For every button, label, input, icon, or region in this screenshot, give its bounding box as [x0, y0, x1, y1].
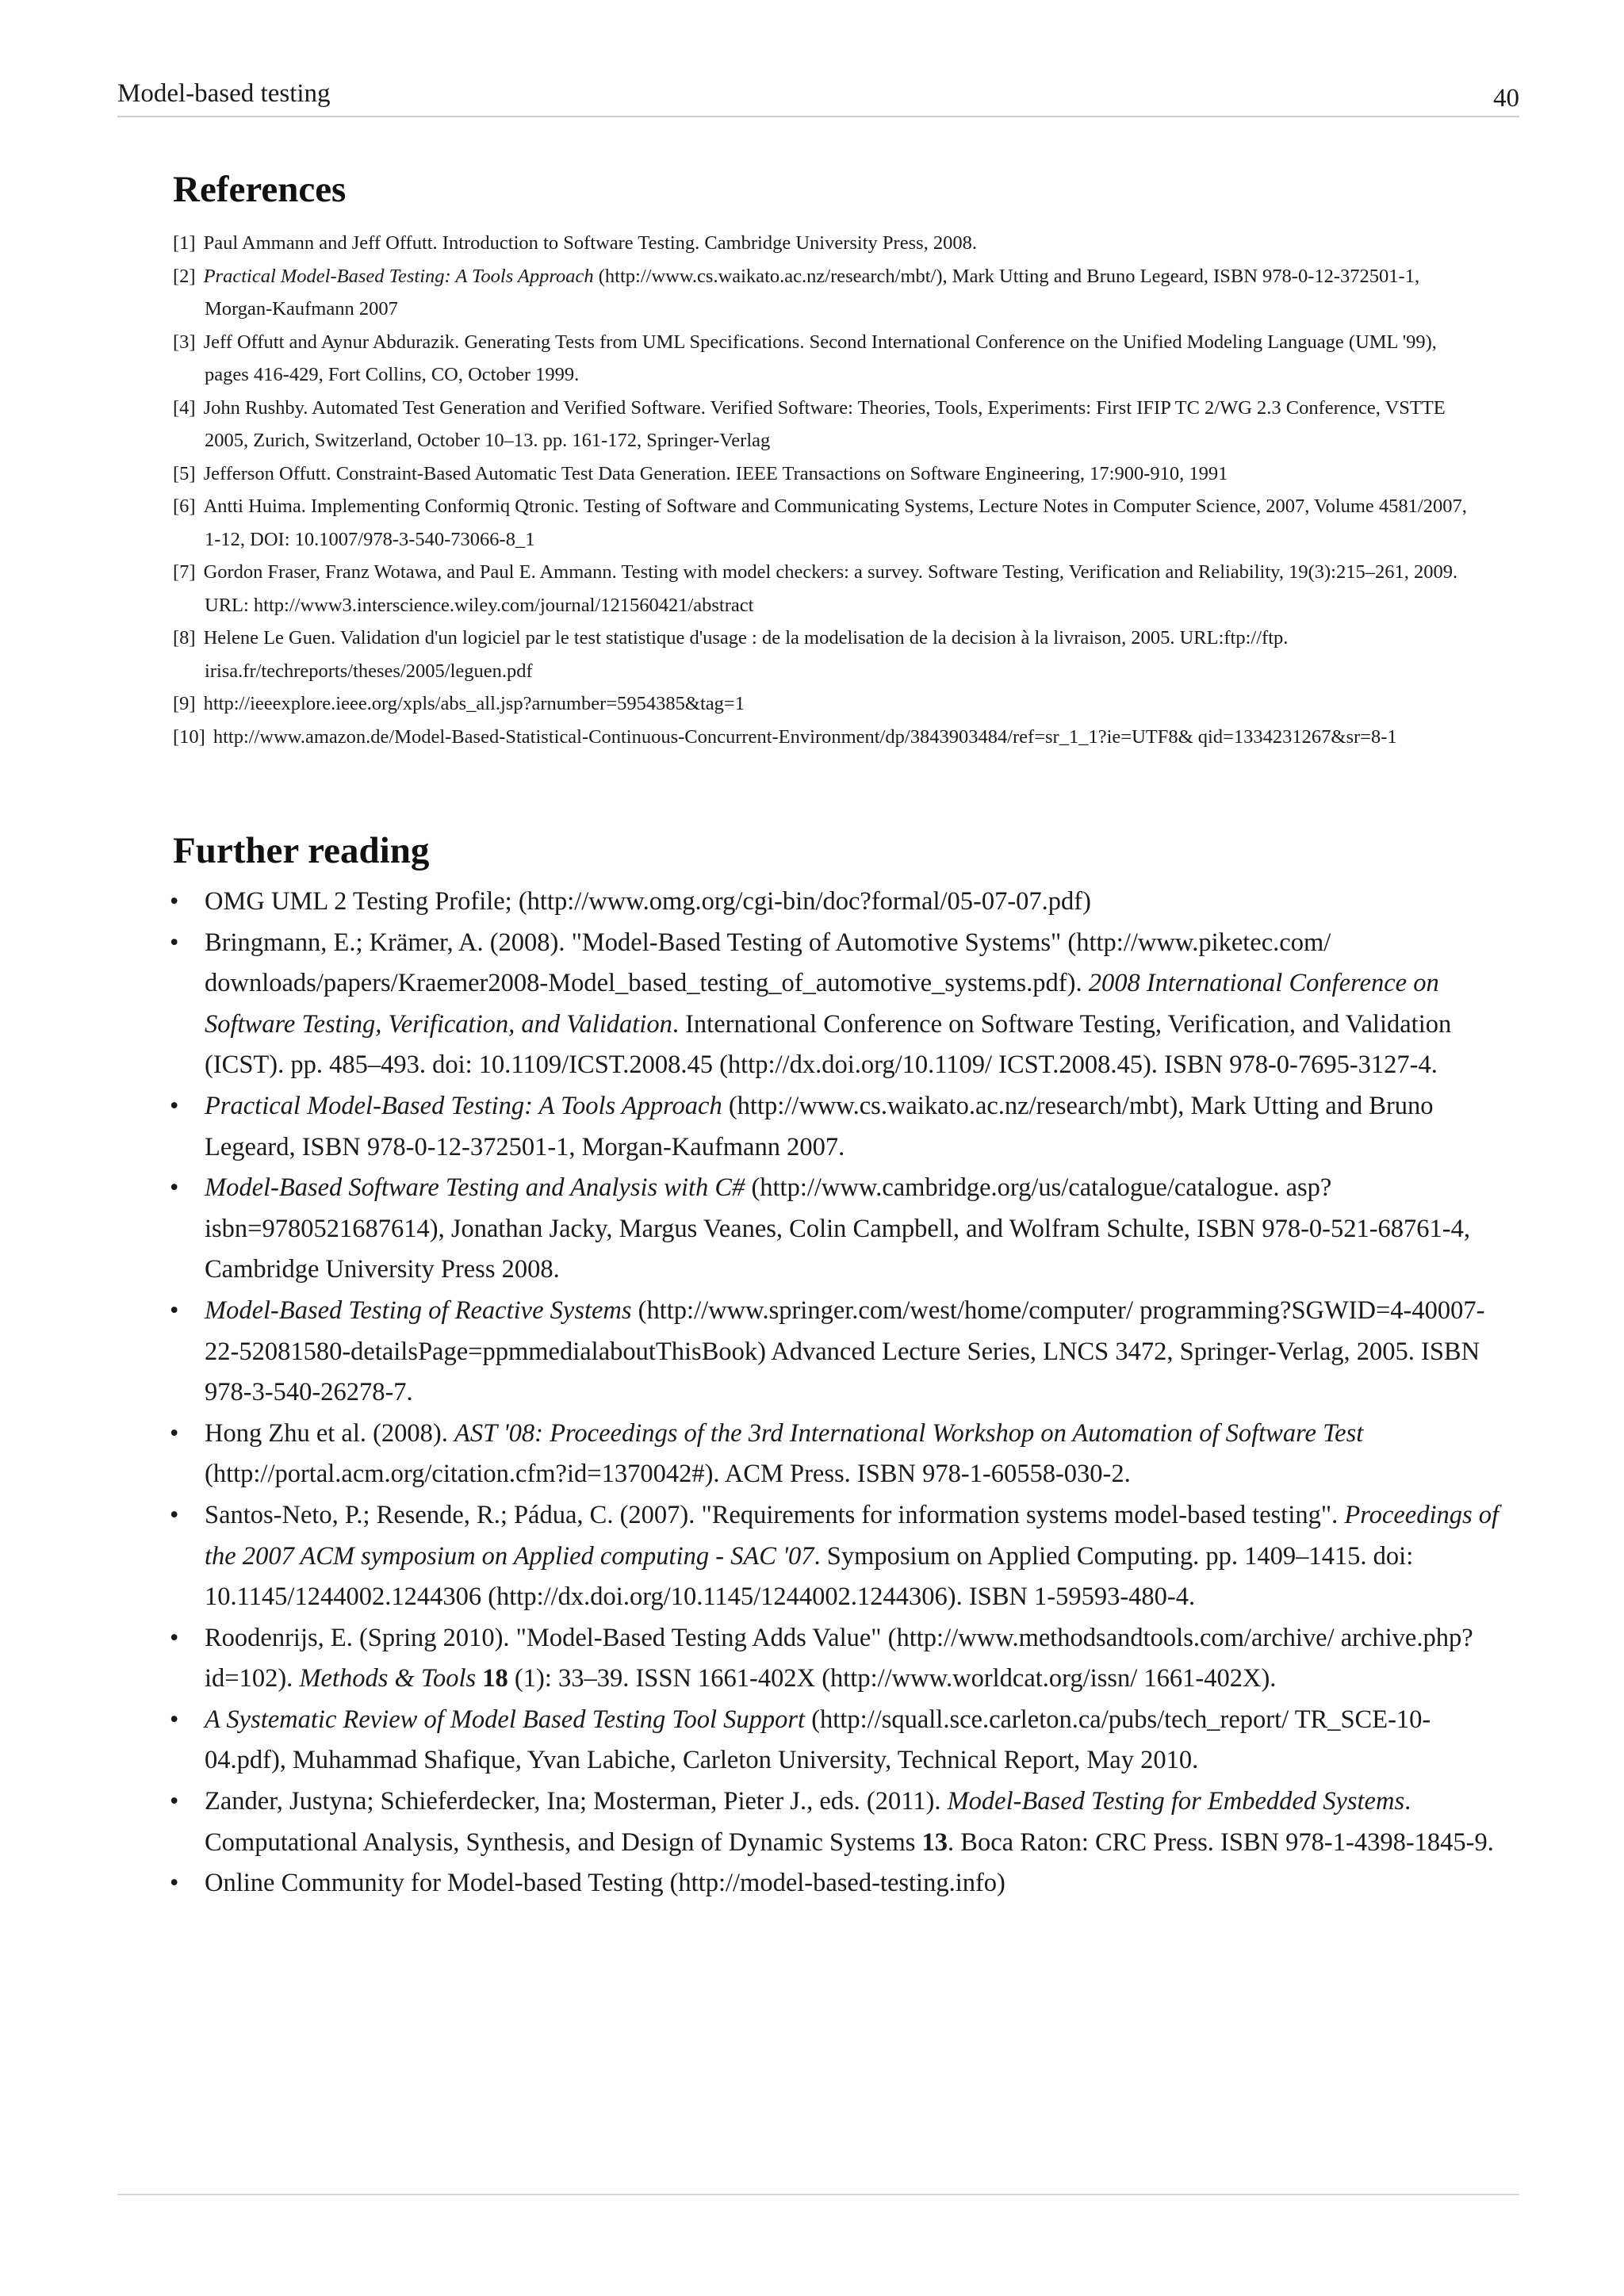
bullet-icon: •	[170, 1091, 179, 1120]
bullet-icon: •	[170, 1705, 179, 1734]
further-reading-item: • Model-Based Software Testing and Analysis with C# (http://www.cambridge.org/us/catalogue/catalogue. asp?isbn=9780521687614), Jonathan Jacky, Margus Veanes, Colin Campbell, and Wolfram Schulte, ISBN 978-0-521-68761-4, Cambridge University Press 2008.	[167, 1168, 1507, 1291]
bullet-icon: •	[170, 1173, 179, 1203]
bullet-icon: •	[170, 928, 179, 957]
further-reading-item: • Bringmann, E.; Krämer, A. (2008). "Model-Based Testing of Automotive Systems" (http://www.piketec.com/ downloads/papers/Kraemer2008-Model_based_testing_of_automotive_systems.pdf). 2008 International Conference on Software Testing, Verification, and Validation. International Conference on Software Testing, Verification, and Validation (ICST). pp. 485–493. doi: 10.1109/ICST.2008.45 (http://dx.doi.org/10.1109/ ICST.2008.45). ISBN 978-0-7695-3127-4.	[167, 923, 1507, 1086]
references-list	[173, 227, 1473, 753]
further-reading-heading: Further reading	[173, 830, 430, 871]
footer-rule	[117, 2194, 1519, 2195]
further-reading-item: • Practical Model-Based Testing: A Tools Approach (http://www.cs.waikato.ac.nz/research/mbt), Mark Utting and Bruno Legeard, ISBN 978-0-12-372501-1, Morgan-Kaufmann 2007.	[167, 1086, 1507, 1168]
further-reading-item: • Hong Zhu et al. (2008). AST '08: Proceedings of the 3rd International Workshop on Automation of Software Test (http://portal.acm.org/citation.cfm?id=1370042#). ACM Press. ISBN 978-1-60558-030-2.	[167, 1414, 1507, 1495]
reference-item: [7] Gordon Fraser, Franz Wotawa, and Paul E. Ammann. Testing with model checkers: a survey. Software Testing, Verification and Reliability, 19(3):215–261, 2009. URL: http://www3.interscience.wiley.com/journal/121560421/abstract	[173, 561, 1458, 616]
further-reading-item: • Online Community for Model-based Testing (http://model-based-testing.info)	[167, 1863, 1507, 1904]
reference-item: [5] Jefferson Offutt. Constraint-Based Automatic Test Data Generation. IEEE Transactions on Software Engineering, 17:900-910, 1991	[173, 462, 1228, 484]
further-reading-item: • Model-Based Testing of Reactive Systems (http://www.springer.com/west/home/computer/ programming?SGWID=4-40007-22-52081580-detailsPage=ppmmedialaboutThisBook) Advanced Lecture Series, LNCS 3472, Springer-Verlag, 2005. ISBN 978-3-540-26278-7.	[167, 1291, 1507, 1414]
further-reading-item: • Roodenrijs, E. (Spring 2010). "Model-Based Testing Adds Value" (http://www.methodsandtools.com/archive/ archive.php?id=102). Methods & Tools 18 (1): 33–39. ISSN 1661-402X (http://www.worldcat.org/issn/ 1661-402X).	[167, 1618, 1507, 1700]
reference-item: [8] Helene Le Guen. Validation d'un logiciel par le test statistique d'usage : de la modelisation de la decision à la livraison, 2005. URL:ftp://ftp. irisa.fr/techreports/theses/2005/leguen.pdf	[173, 627, 1289, 682]
reference-item: [4] John Rushby. Automated Test Generation and Verified Software. Verified Software: Theories, Tools, Experiments: First IFIP TC 2/WG 2.3 Conference, VSTTE 2005, Zurich, Switzerland, October 10–13. pp. 161-172, Springer-Verlag	[173, 396, 1446, 451]
running-header	[117, 78, 1519, 117]
bullet-icon: •	[170, 1623, 179, 1652]
reference-item: [1] Paul Ammann and Jeff Offutt. Introduction to Software Testing. Cambridge University Press, 2008.	[173, 232, 978, 254]
bullet-icon: •	[170, 1418, 179, 1448]
further-reading-item: • Santos-Neto, P.; Resende, R.; Pádua, C. (2007). "Requirements for information systems model-based testing". Proceedings of the 2007 ACM symposium on Applied computing - SAC '07. Symposium on Applied Computing. pp. 1409–1415. doi: 10.1145/1244002.1244306 (http://dx.doi.org/10.1145/1244002.1244306). ISBN 1-59593-480-4.	[167, 1495, 1507, 1618]
reference-item: [3] Jeff Offutt and Aynur Abdurazik. Generating Tests from UML Specifications. Second International Conference on the Unified Modeling Language (UML '99), pages 416-429, Fort Collins, CO, October 1999.	[173, 331, 1437, 385]
further-reading-item: • Zander, Justyna; Schieferdecker, Ina; Mosterman, Pieter J., eds. (2011). Model-Based Testing for Embedded Systems. Computational Analysis, Synthesis, and Design of Dynamic Systems 13. Boca Raton: CRC Press. ISBN 978-1-4398-1845-9.	[167, 1781, 1507, 1863]
bullet-icon: •	[170, 1295, 179, 1325]
bullet-icon: •	[170, 1869, 179, 1898]
bullet-icon: •	[170, 887, 179, 916]
bullet-icon: •	[170, 1787, 179, 1816]
reference-item: [10] http://www.amazon.de/Model-Based-Statistical-Continuous-Concurrent-Environment/dp/3843903484/ref=sr_1_1?ie=UTF8& qid=1334231267&sr=8-1	[173, 725, 1397, 748]
reference-item: [6] Antti Huima. Implementing Conformiq Qtronic. Testing of Software and Communicating Systems, Lecture Notes in Computer Science, 2007, Volume 4581/2007, 1-12, DOI: 10.1007/978-3-540-73066-8_1	[173, 496, 1467, 550]
further-reading-item: • OMG UML 2 Testing Profile; (http://www.omg.org/cgi-bin/doc?formal/05-07-07.pdf)	[167, 882, 1507, 923]
reference-item: [2] Practical Model-Based Testing: A Tools Approach (http://www.cs.waikato.ac.nz/research/mbt/), Mark Utting and Bruno Legeard, ISBN 978-0-12-372501-1, Morgan-Kaufmann 2007	[173, 265, 1420, 320]
bullet-icon: •	[170, 1500, 179, 1529]
further-reading-list	[167, 882, 1507, 1904]
running-title: Model-based testing	[117, 79, 331, 108]
reference-item: [9] http://ieeexplore.ieee.org/xpls/abs_all.jsp?arnumber=5954385&tag=1	[173, 693, 745, 714]
page-number: 40	[1493, 84, 1519, 113]
further-reading-item: • A Systematic Review of Model Based Testing Tool Support (http://squall.sce.carleton.ca/pubs/tech_report/ TR_SCE-10-04.pdf), Muhammad Shafique, Yvan Labiche, Carleton University, Technical Report, May 2010.	[167, 1700, 1507, 1781]
references-heading: References	[173, 169, 347, 210]
